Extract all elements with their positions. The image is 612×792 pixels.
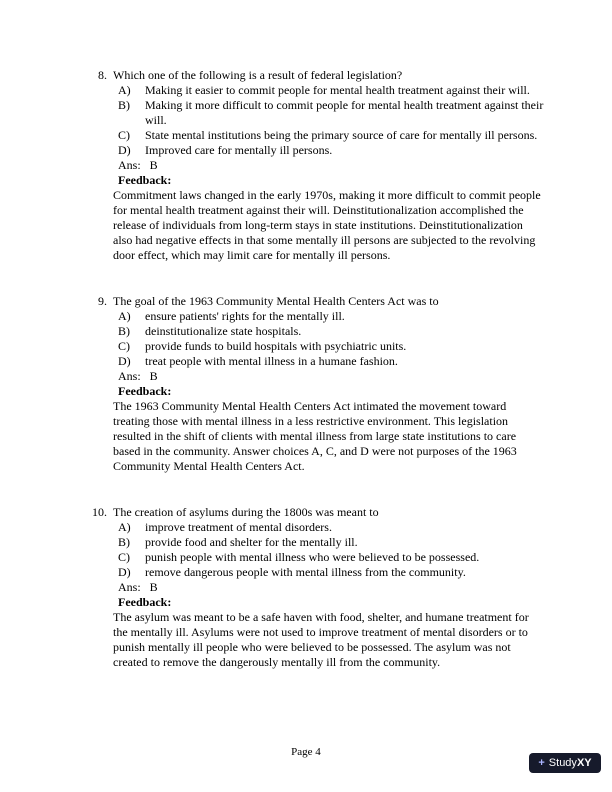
answer-row (113, 580, 545, 595)
option-text: improve treatment of mental disorders. (145, 520, 332, 534)
answer-row (113, 369, 545, 384)
question-text: Which one of the following is a result of federal legislation? (113, 68, 403, 82)
option-letter: C) (118, 128, 130, 142)
answer-label: Ans: (118, 580, 141, 594)
brand-badge (529, 753, 601, 773)
question-number: 9. (98, 294, 107, 308)
question-text: The goal of the 1963 Community Mental Health Centers Act was to (113, 294, 439, 308)
option-row (113, 520, 545, 535)
feedback-text: Commitment laws changed in the early 1970s, making it more difficult to commit people for mental health treatment against their will. Deinstitutionalization accomplished the release of individuals from long-term stays in state institutions. Deinstitutionalization also had negative effects in that some mentally ill persons are subjected to the revolving door effect, which may limit care for mentally ill persons. (113, 188, 541, 262)
option-text: Making it easier to commit people for mental health treatment against their will. (145, 83, 530, 97)
option-row (113, 309, 545, 324)
brand-name-xy: XY (576, 757, 592, 769)
answer-value: B (149, 580, 158, 594)
option-letter: C) (118, 339, 130, 353)
feedback-label: Feedback: (118, 173, 172, 187)
question-number: 10. (92, 505, 107, 519)
option-letter: B) (118, 535, 130, 549)
question-block-10 (90, 505, 545, 670)
option-letter: D) (118, 143, 131, 157)
option-row (113, 535, 545, 550)
question-head (90, 505, 545, 520)
question-block-9 (90, 294, 545, 474)
option-letter: D) (118, 565, 131, 579)
question-head (90, 68, 545, 83)
plus-icon: + (538, 757, 545, 769)
answer-value: B (149, 158, 158, 172)
option-text: deinstitutionalize state hospitals. (145, 324, 302, 338)
option-letter: C) (118, 550, 130, 564)
option-letter: D) (118, 354, 131, 368)
option-row (113, 550, 545, 565)
feedback-label: Feedback: (118, 384, 172, 398)
question-text: The creation of asylums during the 1800s was meant to (113, 505, 379, 519)
option-text: provide food and shelter for the mentally ill. (145, 535, 358, 549)
option-row (113, 83, 545, 98)
option-text: punish people with mental illness who were believed to be possessed. (145, 550, 480, 564)
option-row (113, 98, 545, 128)
answer-value: B (149, 369, 158, 383)
option-text: ensure patients' rights for the mentally ill. (145, 309, 345, 323)
option-text: provide funds to build hospitals with psychiatric units. (145, 339, 407, 353)
question-head (90, 294, 545, 309)
answer-label: Ans: (118, 369, 141, 383)
answer-label: Ans: (118, 158, 141, 172)
option-letter: B) (118, 324, 130, 338)
option-row (113, 128, 545, 143)
brand-name-study: Study (548, 757, 577, 769)
feedback-label: Feedback: (118, 595, 172, 609)
option-row (113, 339, 545, 354)
feedback-text: The asylum was meant to be a safe haven with food, shelter, and humane treatment for the mentally ill. Asylums were not used to improve treatment of mental disorders or to punish mentally ill people who were believed to be possessed. The asylum was not created to remove the dangerously mentally ill from the community. (113, 610, 529, 669)
option-text: Improved care for mentally ill persons. (145, 143, 333, 157)
feedback-text: The 1963 Community Mental Health Centers Act intimated the movement toward treating those with mental illness in a less restrictive environment. This legislation resulted in the shift of clients with mental illness from large state institutions to care based in the community. Answer choices A, C, and D were not purposes of the 1963 Community Mental Health Centers Act. (113, 399, 517, 473)
option-letter: A) (118, 83, 131, 97)
question-body (113, 83, 545, 263)
option-row (113, 354, 545, 369)
document-content (90, 68, 545, 701)
option-row (113, 565, 545, 580)
option-letter: A) (118, 520, 131, 534)
question-body (113, 309, 545, 474)
page-number: Page 4 (291, 746, 321, 758)
option-row (113, 143, 545, 158)
answer-row (113, 158, 545, 173)
option-text: treat people with mental illness in a humane fashion. (145, 354, 398, 368)
option-letter: B) (118, 98, 130, 112)
question-body (113, 520, 545, 670)
option-letter: A) (118, 309, 131, 323)
question-block-8 (90, 68, 545, 263)
option-row (113, 324, 545, 339)
option-text: remove dangerous people with mental illness from the community. (145, 565, 466, 579)
option-text: State mental institutions being the primary source of care for mentally ill persons. (145, 128, 538, 142)
option-text: Making it more difficult to commit people for mental health treatment against their will. (145, 98, 544, 127)
question-number: 8. (98, 68, 107, 82)
